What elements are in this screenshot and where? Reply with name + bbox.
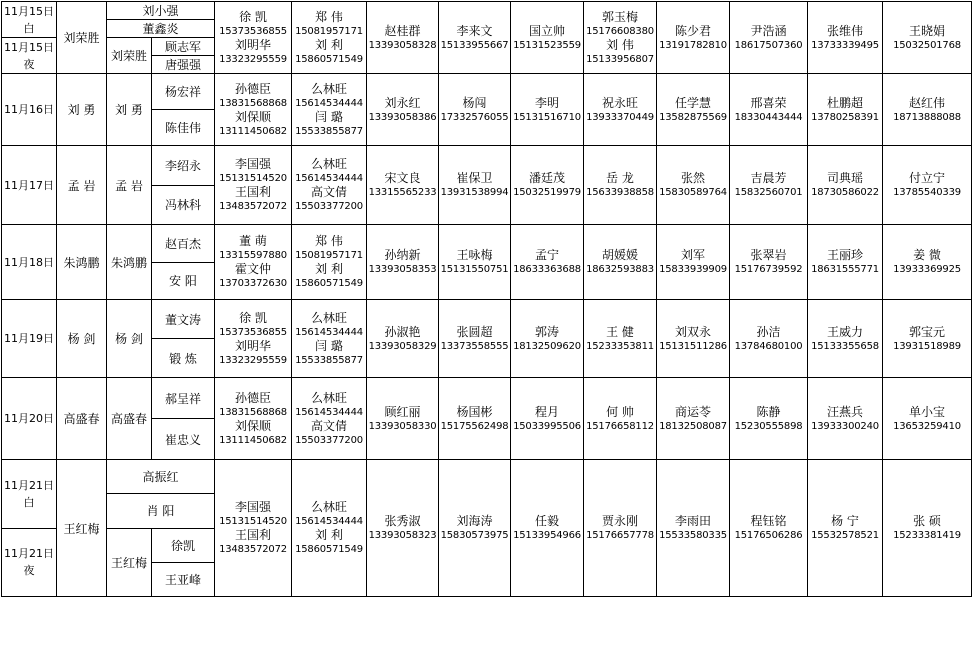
roster-row [2, 300, 972, 339]
duty-person-cell: 刘荣胜 [107, 38, 152, 74]
staff-cell [511, 300, 584, 378]
person-name: 何 帅 [606, 404, 634, 419]
staff-cell [584, 225, 657, 300]
person-name: 程月 [535, 404, 560, 419]
phone-number: 13483572072 [219, 201, 287, 212]
person-name: 张圆超 [456, 324, 493, 339]
phone-number: 13393058329 [368, 340, 437, 352]
date-cell: 11月21日夜 [2, 528, 57, 597]
person-name: 刘 伟 [606, 37, 634, 52]
roster-row [2, 74, 972, 110]
contact-cell [292, 2, 367, 74]
person-name: 赵桂群 [384, 23, 421, 38]
person-name: 刘 利 [315, 262, 343, 276]
contact-cell [215, 460, 292, 597]
person-name: 崔保卫 [456, 171, 493, 185]
phone-number: 15503377200 [295, 201, 363, 212]
duty-person-cell: 王亚峰 [152, 562, 215, 596]
staff-cell [439, 74, 511, 146]
person-name: 郭玉梅 [602, 9, 639, 24]
person-name: 刘明华 [235, 338, 272, 353]
phone-number: 15131516710 [513, 111, 581, 123]
staff-cell [439, 225, 511, 300]
phone-number: 15176657778 [586, 530, 654, 541]
phone-number: 13733339495 [811, 39, 879, 51]
person-name: 吉晨芳 [750, 171, 787, 185]
phone-number: 13931538994 [440, 187, 509, 198]
phone-number: 15133355658 [811, 340, 879, 352]
second-leader-cell: 刘 勇 [107, 74, 152, 146]
phone-number: 13582875569 [659, 111, 727, 123]
phone-number: 18132508087 [659, 420, 727, 432]
phone-number: 18617507360 [734, 39, 803, 51]
duty-person-cell: 赵百杰 [152, 225, 215, 263]
staff-cell [730, 225, 808, 300]
staff-cell [657, 378, 730, 460]
person-name: 刘保顺 [235, 418, 272, 433]
phone-number: 13393058330 [368, 420, 437, 432]
staff-cell [883, 460, 972, 597]
person-name: 高文倩 [311, 418, 348, 433]
duty-person-cell: 陈佳伟 [152, 110, 215, 146]
person-name: 王 健 [606, 324, 634, 339]
duty-person-cell: 顾志军 [152, 38, 215, 56]
staff-cell [657, 460, 730, 597]
person-name: 霍文仲 [235, 262, 272, 276]
phone-number: 15860571549 [295, 278, 363, 289]
date-cell: 11月16日 [2, 74, 57, 146]
person-name: 岳 龙 [606, 171, 634, 185]
staff-cell [439, 146, 511, 225]
staff-cell [657, 74, 730, 146]
phone-number: 15832560701 [734, 187, 803, 198]
person-name: 王咏梅 [456, 248, 493, 262]
phone-number: 15081957171 [295, 250, 363, 261]
staff-cell [439, 300, 511, 378]
person-name: 汪燕兵 [827, 404, 864, 419]
contact-cell [215, 146, 292, 225]
duty-person-cell: 董鑫炎 [107, 20, 215, 38]
person-name: 么林旺 [311, 81, 348, 96]
duty-person-cell: 杨宏祥 [152, 74, 215, 110]
person-name: 尹浩涵 [750, 23, 787, 38]
phone-number: 15830589764 [659, 187, 727, 198]
phone-number: 15176658112 [586, 420, 654, 432]
phone-number: 15830573975 [440, 530, 509, 541]
person-name: 刘永红 [384, 95, 421, 110]
phone-number: 13315597880 [219, 250, 287, 261]
person-name: 胡媛媛 [602, 248, 639, 262]
phone-number: 15032519979 [513, 187, 581, 198]
leader-cell: 朱鸿鹏 [57, 225, 107, 300]
staff-cell [511, 460, 584, 597]
staff-cell [511, 2, 584, 74]
phone-number: 13831568868 [219, 406, 287, 418]
staff-cell [439, 378, 511, 460]
person-name: 李雨田 [675, 514, 712, 528]
phone-number: 15081957171 [295, 25, 363, 37]
person-name: 徐 凯 [239, 9, 267, 24]
staff-cell [367, 74, 439, 146]
staff-cell [367, 146, 439, 225]
phone-number: 18730586022 [811, 187, 879, 198]
duty-person-cell: 崔忠义 [152, 419, 215, 460]
person-name: 单小宝 [909, 404, 946, 419]
person-name: 张翠岩 [750, 248, 787, 262]
leader-cell: 高盛春 [57, 378, 107, 460]
person-name: 孙德臣 [235, 390, 272, 405]
person-name: 孙纳新 [384, 248, 421, 262]
phone-number: 15131511286 [659, 340, 727, 352]
person-name: 李来文 [456, 23, 493, 38]
staff-cell [439, 460, 511, 597]
person-name: 顾红丽 [384, 404, 421, 419]
person-name: 杨闯 [462, 95, 487, 110]
staff-cell [657, 2, 730, 74]
staff-cell [883, 225, 972, 300]
person-name: 李明 [535, 95, 560, 110]
roster-row [2, 2, 972, 20]
person-name: 商运苓 [675, 404, 712, 419]
phone-number: 15614534444 [295, 516, 363, 527]
phone-number: 18633363688 [513, 264, 581, 275]
duty-person-cell: 李绍永 [152, 146, 215, 186]
roster-row [2, 378, 972, 419]
staff-cell [808, 146, 883, 225]
person-name: 司典瑶 [827, 171, 864, 185]
phone-number: 13323295559 [219, 53, 287, 65]
person-name: 贾永刚 [602, 514, 639, 528]
contact-cell [292, 225, 367, 300]
phone-number: 13831568868 [219, 97, 287, 109]
staff-cell [511, 146, 584, 225]
person-name: 么林旺 [311, 157, 348, 171]
person-name: 孙洁 [756, 324, 781, 339]
phone-number: 13315565233 [368, 187, 437, 198]
date-cell: 11月17日 [2, 146, 57, 225]
phone-number: 18631555771 [811, 264, 879, 275]
duty-person-cell: 郝呈祥 [152, 378, 215, 419]
second-leader-cell: 高盛春 [107, 378, 152, 460]
person-name: 孙德臣 [235, 81, 272, 96]
staff-cell [511, 225, 584, 300]
person-name: 郭涛 [535, 324, 560, 339]
phone-number: 15131514520 [219, 173, 287, 184]
date-cell: 11月15日白 [2, 2, 57, 38]
person-name: 赵红伟 [909, 95, 946, 110]
date-cell: 11月21日白 [2, 460, 57, 529]
phone-number: 13393058353 [368, 264, 437, 275]
staff-cell [730, 300, 808, 378]
phone-number: 15176608380 [586, 25, 654, 37]
staff-cell [730, 2, 808, 74]
phone-number: 18330443444 [734, 111, 803, 123]
date-cell: 11月19日 [2, 300, 57, 378]
staff-cell [584, 460, 657, 597]
staff-cell [883, 300, 972, 378]
phone-number: 15131514520 [219, 516, 287, 527]
staff-cell [367, 225, 439, 300]
phone-number: 15614534444 [295, 406, 363, 418]
staff-cell [584, 2, 657, 74]
leader-cell: 王红梅 [57, 460, 107, 597]
phone-number: 13703372630 [219, 278, 287, 289]
phone-number: 15860571549 [295, 53, 363, 65]
phone-number: 15633938858 [586, 187, 654, 198]
person-name: 付立宁 [909, 171, 946, 185]
staff-cell [367, 378, 439, 460]
phone-number: 15373536855 [219, 25, 287, 37]
staff-cell [808, 2, 883, 74]
person-name: 闫 璐 [315, 109, 343, 124]
contact-cell [215, 378, 292, 460]
duty-person-cell: 高振红 [107, 460, 215, 494]
person-name: 陈少君 [675, 23, 712, 38]
person-name: 潘廷茂 [529, 171, 566, 185]
duty-roster-table [1, 1, 972, 597]
staff-cell [584, 378, 657, 460]
phone-number: 15131550751 [440, 264, 509, 275]
person-name: 么林旺 [311, 390, 348, 405]
phone-number: 15503377200 [295, 434, 363, 446]
phone-number: 17332576055 [440, 111, 509, 123]
duty-person-cell: 董文涛 [152, 300, 215, 339]
phone-number: 13784680100 [734, 340, 803, 352]
contact-cell [215, 74, 292, 146]
person-name: 徐 凯 [239, 310, 267, 325]
staff-cell [808, 300, 883, 378]
phone-number: 15133956807 [586, 53, 654, 65]
phone-number: 13933369925 [893, 264, 961, 275]
person-name: 杜鹏超 [827, 95, 864, 110]
person-name: 张然 [681, 171, 706, 185]
phone-number: 15614534444 [295, 97, 363, 109]
staff-cell [584, 74, 657, 146]
phone-number: 18632593883 [586, 264, 654, 275]
phone-number: 15033995506 [513, 420, 581, 432]
phone-number: 13653259410 [893, 420, 961, 432]
phone-number: 15532578521 [811, 530, 879, 541]
staff-cell [367, 460, 439, 597]
person-name: 任毅 [535, 514, 560, 528]
phone-number: 15233353811 [586, 340, 654, 352]
person-name: 郭宝元 [909, 324, 946, 339]
staff-cell [511, 74, 584, 146]
phone-number: 15133955667 [440, 39, 509, 51]
person-name: 王晓娟 [909, 23, 946, 38]
person-name: 刘明华 [235, 37, 272, 52]
duty-person-cell: 冯林科 [152, 185, 215, 225]
contact-cell [215, 2, 292, 74]
staff-cell [657, 146, 730, 225]
person-name: 么林旺 [311, 500, 348, 514]
person-name: 杨 宁 [831, 514, 859, 528]
contact-cell [292, 378, 367, 460]
staff-cell [657, 300, 730, 378]
contact-cell [292, 300, 367, 378]
duty-person-cell: 王红梅 [107, 528, 152, 597]
phone-number: 15176739592 [734, 264, 803, 275]
person-name: 张维伟 [827, 23, 864, 38]
duty-person-cell: 徐凯 [152, 528, 215, 562]
person-name: 么林旺 [311, 310, 348, 325]
leader-cell: 孟 岩 [57, 146, 107, 225]
staff-cell [883, 74, 972, 146]
person-name: 邢喜荣 [750, 95, 787, 110]
phone-number: 15533855877 [295, 354, 363, 366]
contact-cell [292, 146, 367, 225]
phone-number: 15373536855 [219, 326, 287, 338]
roster-row [2, 146, 972, 186]
duty-person-cell: 肖 阳 [107, 494, 215, 528]
person-name: 孟宁 [535, 248, 560, 262]
staff-cell [584, 146, 657, 225]
phone-number: 13933300240 [811, 420, 879, 432]
duty-person-cell: 锻 炼 [152, 339, 215, 378]
second-leader-cell: 杨 剑 [107, 300, 152, 378]
person-name: 李国强 [235, 157, 272, 171]
phone-number: 15533580335 [659, 530, 727, 541]
person-name: 王威力 [827, 324, 864, 339]
staff-cell [730, 378, 808, 460]
person-name: 刘 利 [315, 37, 343, 52]
person-name: 李国强 [235, 500, 272, 514]
person-name: 刘海涛 [456, 514, 493, 528]
phone-number: 15032501768 [893, 39, 961, 51]
leader-cell: 刘荣胜 [57, 2, 107, 74]
staff-cell [730, 460, 808, 597]
staff-cell [584, 300, 657, 378]
phone-number: 13931518989 [893, 340, 961, 352]
contact-cell [292, 460, 367, 597]
phone-number: 15533855877 [295, 125, 363, 137]
person-name: 郑 伟 [315, 234, 343, 248]
phone-number: 15833939909 [659, 264, 727, 275]
person-name: 张秀淑 [384, 514, 421, 528]
person-name: 姜 微 [913, 248, 941, 262]
staff-cell [808, 225, 883, 300]
person-name: 张 硕 [913, 514, 941, 528]
person-name: 王国利 [235, 528, 272, 542]
leader-cell: 刘 勇 [57, 74, 107, 146]
second-leader-cell: 朱鸿鹏 [107, 225, 152, 300]
phone-number: 13393058323 [368, 530, 437, 541]
person-name: 孙淑艳 [384, 324, 421, 339]
person-name: 任学慧 [675, 95, 712, 110]
phone-number: 13780258391 [811, 111, 879, 123]
phone-number: 13323295559 [219, 354, 287, 366]
staff-cell [367, 300, 439, 378]
staff-cell [883, 146, 972, 225]
person-name: 刘保顺 [235, 109, 272, 124]
phone-number: 13785540339 [893, 187, 961, 198]
roster-row [2, 225, 972, 263]
phone-number: 13483572072 [219, 544, 287, 555]
duty-person-cell: 安 阳 [152, 262, 215, 300]
person-name: 刘军 [681, 248, 706, 262]
second-leader-cell: 孟 岩 [107, 146, 152, 225]
person-name: 刘 利 [315, 528, 343, 542]
contact-cell [215, 300, 292, 378]
staff-cell [657, 225, 730, 300]
duty-person-cell: 刘小强 [107, 2, 215, 20]
phone-number: 15614534444 [295, 173, 363, 184]
staff-cell [883, 2, 972, 74]
phone-number: 18713888088 [893, 111, 961, 123]
date-cell: 11月18日 [2, 225, 57, 300]
leader-cell: 杨 剑 [57, 300, 107, 378]
staff-cell [439, 2, 511, 74]
phone-number: 15233381419 [893, 530, 961, 541]
person-name: 郑 伟 [315, 9, 343, 24]
person-name: 宋文良 [384, 171, 421, 185]
phone-number: 15860571549 [295, 544, 363, 555]
phone-number: 13393058328 [368, 39, 437, 51]
person-name: 刘双永 [675, 324, 712, 339]
person-name: 王丽珍 [827, 248, 864, 262]
phone-number: 15133954966 [513, 530, 581, 541]
phone-number: 13393058386 [368, 111, 437, 123]
staff-cell [808, 460, 883, 597]
person-name: 王国利 [235, 185, 272, 199]
roster-row [2, 460, 972, 494]
person-name: 董 萌 [239, 234, 267, 248]
person-name: 闫 璐 [315, 338, 343, 353]
staff-cell [730, 74, 808, 146]
date-cell: 11月20日 [2, 378, 57, 460]
phone-number: 15230555898 [734, 420, 803, 432]
staff-cell [367, 2, 439, 74]
staff-cell [511, 378, 584, 460]
staff-cell [883, 378, 972, 460]
staff-cell [730, 146, 808, 225]
contact-cell [292, 74, 367, 146]
phone-number: 13933370449 [586, 111, 654, 123]
person-name: 祝永旺 [602, 95, 639, 110]
duty-person-cell: 唐强强 [152, 56, 215, 74]
person-name: 程钰铭 [750, 514, 787, 528]
staff-cell [808, 74, 883, 146]
staff-cell [808, 378, 883, 460]
person-name: 国立帅 [529, 23, 566, 38]
phone-number: 15614534444 [295, 326, 363, 338]
phone-number: 15176506286 [734, 530, 803, 541]
phone-number: 15131523559 [513, 39, 581, 51]
person-name: 陈静 [756, 404, 781, 419]
person-name: 高文倩 [311, 185, 348, 199]
phone-number: 13111450682 [219, 125, 287, 137]
phone-number: 13191782810 [659, 39, 727, 51]
contact-cell [215, 225, 292, 300]
date-cell: 11月15日夜 [2, 38, 57, 74]
phone-number: 15175562498 [440, 420, 509, 432]
phone-number: 13111450682 [219, 434, 287, 446]
person-name: 杨国彬 [456, 404, 493, 419]
phone-number: 18132509620 [513, 340, 581, 352]
phone-number: 13373558555 [440, 340, 509, 352]
